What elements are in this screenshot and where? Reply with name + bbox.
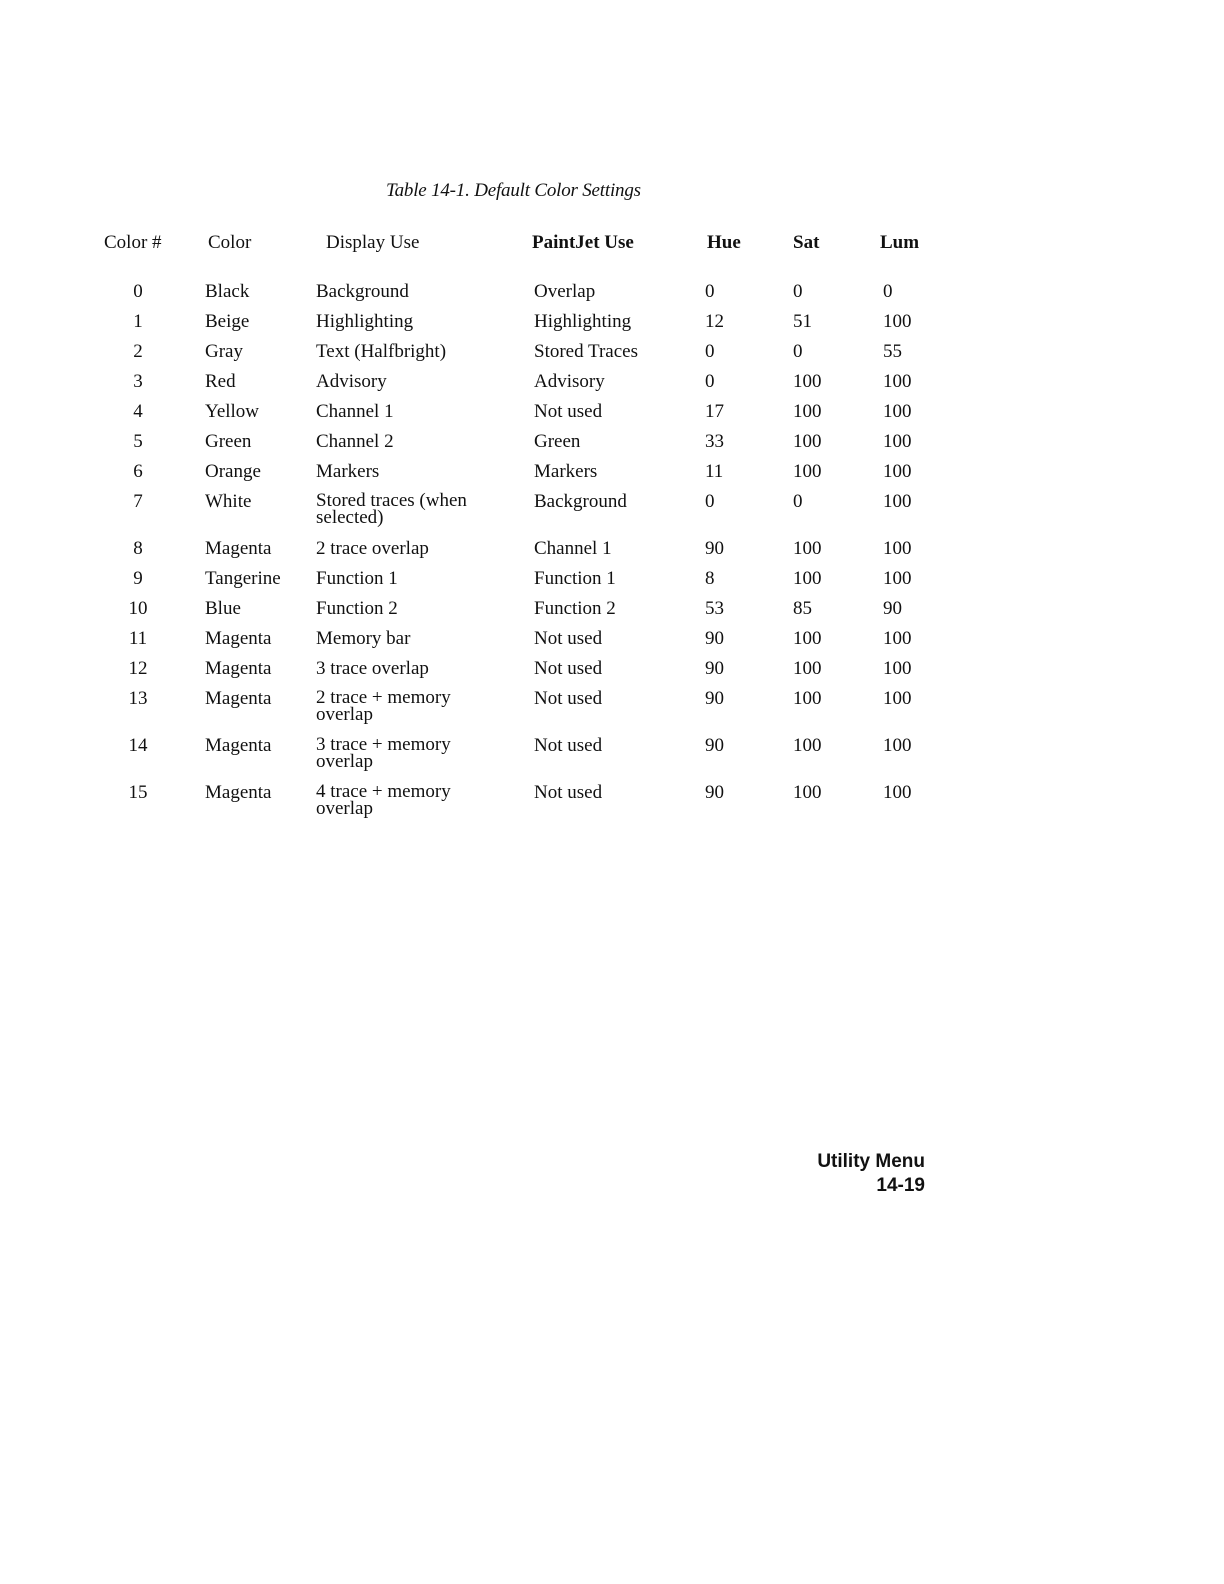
cell-lum: 100 — [883, 371, 912, 392]
cell-lum: 100 — [883, 311, 912, 332]
cell-color-number: 6 — [133, 461, 143, 482]
cell-lum: 100 — [883, 431, 912, 452]
cell-lum: 100 — [883, 461, 912, 482]
table-row — [0, 689, 1224, 736]
cell-hue: 33 — [705, 431, 724, 452]
cell-display-use: 3 trace + memory overlap — [316, 734, 451, 772]
cell-sat: 100 — [793, 538, 822, 559]
cell-display-use: Text (Halfbright) — [316, 341, 447, 362]
cell-lum: 100 — [883, 568, 912, 589]
header-color-number: Color # — [104, 232, 162, 253]
table-row — [0, 492, 1224, 539]
cell-color-number: 13 — [128, 688, 148, 709]
table-row — [0, 402, 1224, 432]
header-color: Color — [208, 232, 252, 253]
cell-color: Magenta — [205, 688, 272, 709]
cell-lum: 100 — [883, 688, 912, 709]
cell-display-use: Highlighting — [316, 311, 414, 332]
table-row — [0, 629, 1224, 659]
cell-color-number: 0 — [133, 281, 143, 302]
cell-hue: 90 — [705, 658, 724, 679]
cell-paintjet-use: Function 1 — [534, 568, 616, 589]
header-hue: Hue — [707, 232, 741, 253]
cell-paintjet-use: Not used — [534, 782, 603, 803]
cell-color: Magenta — [205, 735, 272, 756]
cell-hue: 11 — [705, 461, 724, 482]
cell-lum: 55 — [883, 341, 902, 362]
cell-color-number: 1 — [133, 311, 143, 332]
cell-color: Magenta — [205, 628, 272, 649]
cell-color: Tangerine — [205, 568, 281, 589]
cell-color-number: 2 — [133, 341, 143, 362]
header-sat: Sat — [793, 232, 820, 253]
cell-hue: 53 — [705, 598, 724, 619]
cell-paintjet-use: Not used — [534, 628, 603, 649]
footer-page-number: 14-19 — [876, 1175, 925, 1196]
cell-color-number: 5 — [133, 431, 143, 452]
cell-paintjet-use: Channel 1 — [534, 538, 612, 559]
cell-hue: 0 — [705, 371, 715, 392]
table-body — [0, 282, 1224, 830]
table-row — [0, 372, 1224, 402]
cell-display-use: Background — [316, 281, 409, 302]
cell-display-use: Channel 1 — [316, 401, 394, 422]
cell-paintjet-use: Highlighting — [534, 311, 632, 332]
cell-hue: 90 — [705, 688, 724, 709]
table-row — [0, 659, 1224, 689]
cell-color-number: 11 — [128, 628, 148, 649]
cell-color-number: 15 — [128, 782, 148, 803]
cell-display-use: Channel 2 — [316, 431, 394, 452]
cell-color-number: 9 — [133, 568, 143, 589]
cell-hue: 90 — [705, 628, 724, 649]
table-header — [0, 232, 1224, 262]
cell-hue: 90 — [705, 538, 724, 559]
cell-color: Gray — [205, 341, 243, 362]
cell-display-use: Memory bar — [316, 628, 411, 649]
cell-display-use: 3 trace overlap — [316, 658, 429, 679]
cell-sat: 51 — [793, 311, 812, 332]
cell-paintjet-use: Background — [534, 491, 627, 512]
cell-color: Magenta — [205, 782, 272, 803]
header-display-use: Display Use — [326, 232, 420, 253]
cell-color: Green — [205, 431, 252, 452]
cell-display-use: 2 trace overlap — [316, 538, 429, 559]
cell-display-use: 2 trace + memory overlap — [316, 687, 451, 725]
cell-color: Magenta — [205, 658, 272, 679]
table-row — [0, 599, 1224, 629]
cell-paintjet-use: Stored Traces — [534, 341, 638, 362]
cell-color: Magenta — [205, 538, 272, 559]
cell-paintjet-use: Function 2 — [534, 598, 616, 619]
cell-sat: 100 — [793, 782, 822, 803]
cell-paintjet-use: Markers — [534, 461, 598, 482]
cell-color: Black — [205, 281, 250, 302]
cell-paintjet-use: Not used — [534, 401, 603, 422]
cell-color: Beige — [205, 311, 250, 332]
cell-sat: 100 — [793, 628, 822, 649]
cell-color-number: 10 — [128, 598, 148, 619]
cell-sat: 100 — [793, 568, 822, 589]
cell-lum: 100 — [883, 658, 912, 679]
cell-paintjet-use: Overlap — [534, 281, 596, 302]
cell-sat: 0 — [793, 491, 803, 512]
cell-color: Yellow — [205, 401, 260, 422]
footer-section-title: Utility Menu — [817, 1151, 925, 1172]
table-caption: Table 14-1. Default Color Settings — [386, 180, 641, 201]
cell-hue: 90 — [705, 782, 724, 803]
page-footer — [760, 1150, 925, 1198]
header-lum: Lum — [880, 232, 920, 253]
cell-hue: 12 — [705, 311, 724, 332]
cell-lum: 90 — [883, 598, 902, 619]
cell-display-use: Function 1 — [316, 568, 398, 589]
cell-color-number: 8 — [133, 538, 143, 559]
cell-display-use: Function 2 — [316, 598, 398, 619]
header-paintjet-use: PaintJet Use — [532, 232, 634, 253]
table-row — [0, 342, 1224, 372]
cell-sat: 100 — [793, 658, 822, 679]
table-row — [0, 282, 1224, 312]
table-row — [0, 539, 1224, 569]
cell-sat: 100 — [793, 371, 822, 392]
table-row — [0, 569, 1224, 599]
cell-hue: 0 — [705, 341, 715, 362]
cell-lum: 100 — [883, 538, 912, 559]
cell-color: Red — [205, 371, 236, 392]
cell-lum: 100 — [883, 401, 912, 422]
cell-display-use: Markers — [316, 461, 380, 482]
table-row — [0, 736, 1224, 783]
cell-hue: 90 — [705, 735, 724, 756]
cell-hue: 8 — [705, 568, 715, 589]
cell-lum: 100 — [883, 491, 912, 512]
cell-sat: 100 — [793, 461, 822, 482]
cell-color: White — [205, 491, 252, 512]
cell-sat: 100 — [793, 401, 822, 422]
cell-color: Orange — [205, 461, 261, 482]
cell-sat: 100 — [793, 735, 822, 756]
cell-paintjet-use: Green — [534, 431, 581, 452]
cell-sat: 0 — [793, 281, 803, 302]
cell-sat: 85 — [793, 598, 812, 619]
cell-paintjet-use: Advisory — [534, 371, 605, 392]
cell-display-use: 4 trace + memory overlap — [316, 781, 451, 819]
table-row — [0, 312, 1224, 342]
cell-paintjet-use: Not used — [534, 735, 603, 756]
cell-color-number: 12 — [128, 658, 148, 679]
cell-color-number: 14 — [128, 735, 148, 756]
cell-display-use: Stored traces (when selected) — [316, 490, 467, 528]
cell-hue: 17 — [705, 401, 724, 422]
cell-sat: 100 — [793, 431, 822, 452]
cell-paintjet-use: Not used — [534, 658, 603, 679]
cell-lum: 100 — [883, 735, 912, 756]
cell-lum: 0 — [883, 281, 893, 302]
table-row — [0, 783, 1224, 830]
cell-hue: 0 — [705, 491, 715, 512]
table-row — [0, 432, 1224, 462]
cell-color-number: 7 — [133, 491, 143, 512]
cell-paintjet-use: Not used — [534, 688, 603, 709]
cell-sat: 0 — [793, 341, 803, 362]
table-row — [0, 462, 1224, 492]
cell-lum: 100 — [883, 782, 912, 803]
cell-lum: 100 — [883, 628, 912, 649]
cell-color-number: 4 — [133, 401, 143, 422]
cell-display-use: Advisory — [316, 371, 387, 392]
cell-hue: 0 — [705, 281, 715, 302]
cell-sat: 100 — [793, 688, 822, 709]
cell-color-number: 3 — [133, 371, 143, 392]
cell-color: Blue — [205, 598, 241, 619]
